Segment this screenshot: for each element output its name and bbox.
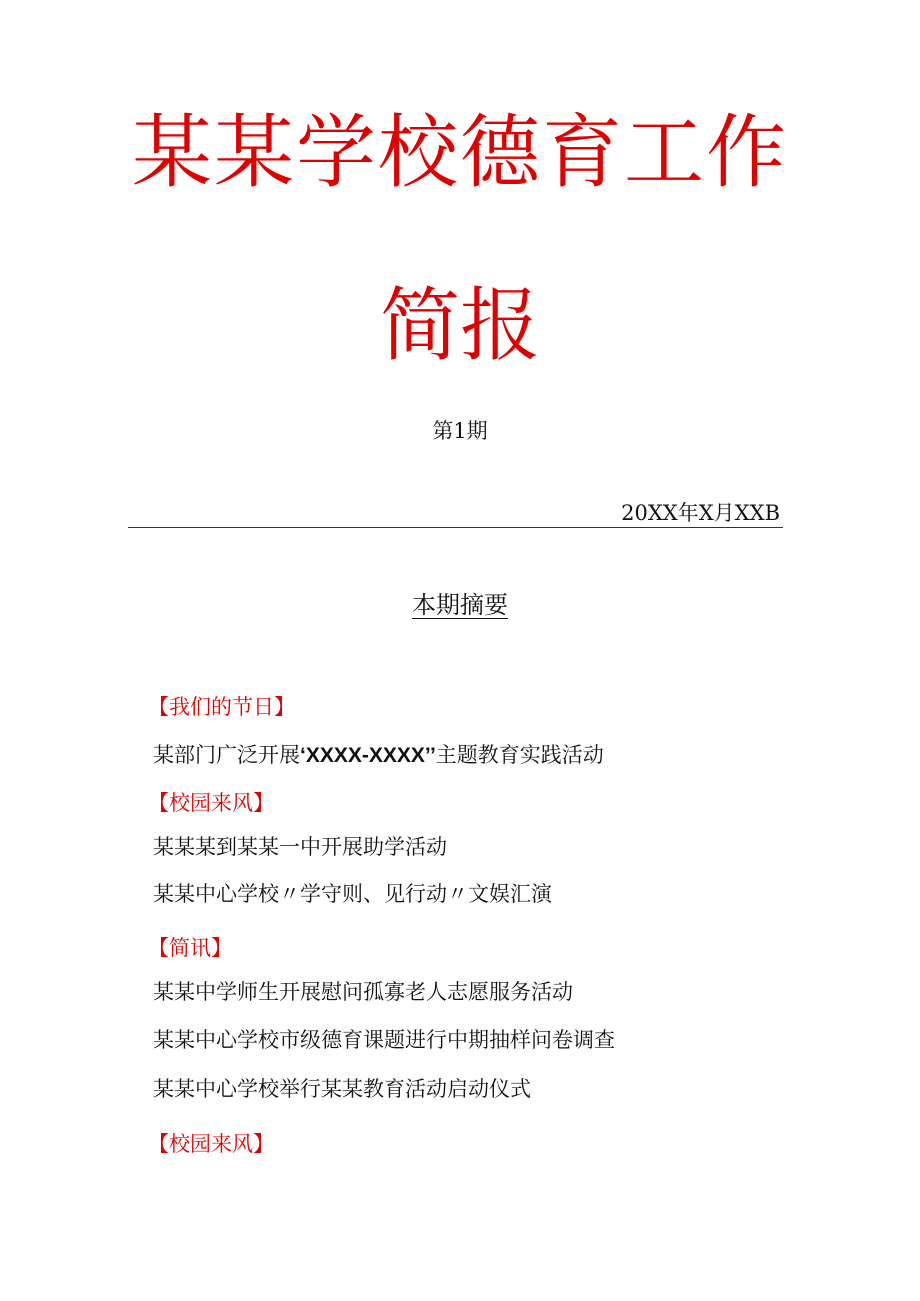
section-label-campus-2: 【校园来风】 bbox=[148, 1132, 274, 1156]
header-divider bbox=[128, 527, 783, 528]
list-item: 某某中心学校市级德育课题进行中期抽样问卷调查 bbox=[153, 1028, 615, 1052]
list-item-text: 某部门广泛开展 bbox=[153, 743, 300, 767]
summary-heading bbox=[0, 588, 920, 622]
list-item: 某某中学师生开展慰问孤寡老人志愿服务活动 bbox=[153, 980, 573, 1004]
issue-date: 20XX年X月XXB bbox=[621, 501, 780, 525]
document-title-line-1: 某某学校德育工作 bbox=[132, 106, 788, 199]
list-item-text: 主题教育实践活动 bbox=[435, 743, 604, 767]
section-label-news: 【简讯】 bbox=[148, 936, 232, 960]
list-item-quoted-title: ‘XXXX-XXXX’’ bbox=[300, 744, 436, 767]
list-item: 某某某到某某一中开展助学活动 bbox=[153, 835, 447, 859]
summary-heading-text: 本期摘要 bbox=[412, 591, 508, 619]
section-label-campus: 【校园来风】 bbox=[148, 791, 274, 815]
document-title-line-2: 简报 bbox=[380, 279, 540, 372]
issue-number: 第1期 bbox=[432, 419, 488, 443]
list-item: 某某中心学校〃学守则、见行动〃文娱汇演 bbox=[153, 882, 552, 906]
section-label-festival: 【我们的节日】 bbox=[148, 695, 295, 719]
list-item: 某某中心学校举行某某教育活动启动仪式 bbox=[153, 1077, 531, 1101]
list-item bbox=[153, 740, 604, 771]
